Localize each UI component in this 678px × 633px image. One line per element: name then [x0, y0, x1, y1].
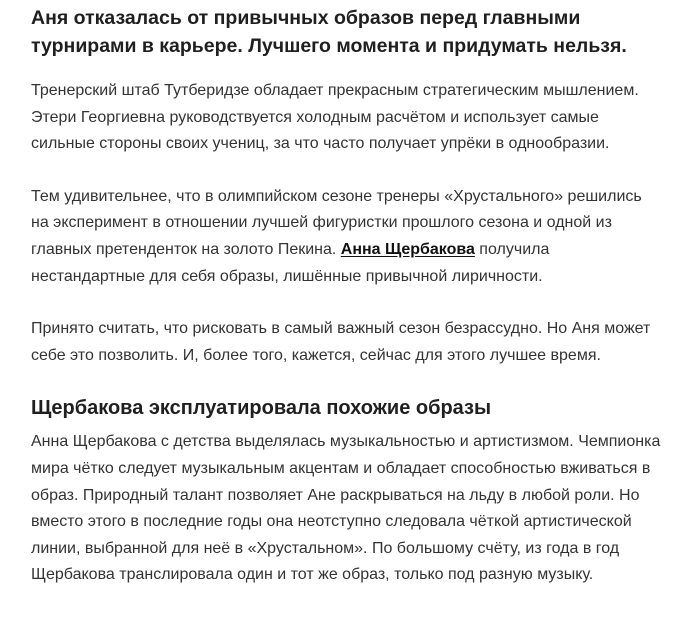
paragraph-text: Тем удивительнее, что в олимпийском сезоне тренеры «Хрустального» решились на эксперимент в отношении лучшей фигуристки прошлого сезона и одной из главных претенденток на золото Пекина. — [31, 187, 642, 258]
athlete-link[interactable]: Анна Щербакова — [340, 240, 475, 258]
article-lead: Аня отказалась от привычных образов перед главными турнирами в карьере. Лучшего момента и придумать нельзя. — [31, 7, 627, 57]
paragraph-artistry: Анна Щербакова с детства выделялась музыкальностью и артистизмом. Чемпионка мира чётко следует музыкальным акцентам и обладает способностью вживаться в образ. Природный талант позволяет Ане раскрываться на льду в любой роли. Но вместо этого в последние годы она неотступно следовала чёткой артистической линии, выбранной для неё в «Хрустальном». По большому счёту, из года в год Щербакова транслировала один и тот же образ, только под разную музыку. — [31, 433, 661, 584]
section-heading: Щербакова эксплуатировала похожие образы — [31, 397, 492, 420]
paragraph-risk: Принято считать, что рисковать в самый важный сезон безрассудно. Но Аня может себе это позволить. И, более того, кажется, сейчас для этого лучшее время. — [31, 320, 651, 364]
paragraph-coaching-staff: Тренерский штаб Тутберидзе обладает прекрасным стратегическим мышлением. Этери Георгиевна руководствуется холодным расчётом и использует самые сильные стороны своих учениц, за что часто получает упрёки в однообразии. — [31, 82, 639, 153]
paragraph-olympic-season — [31, 184, 661, 290]
paragraph-text: получила нестандартные для себя образы, лишённые привычной лиричности. — [31, 240, 550, 285]
